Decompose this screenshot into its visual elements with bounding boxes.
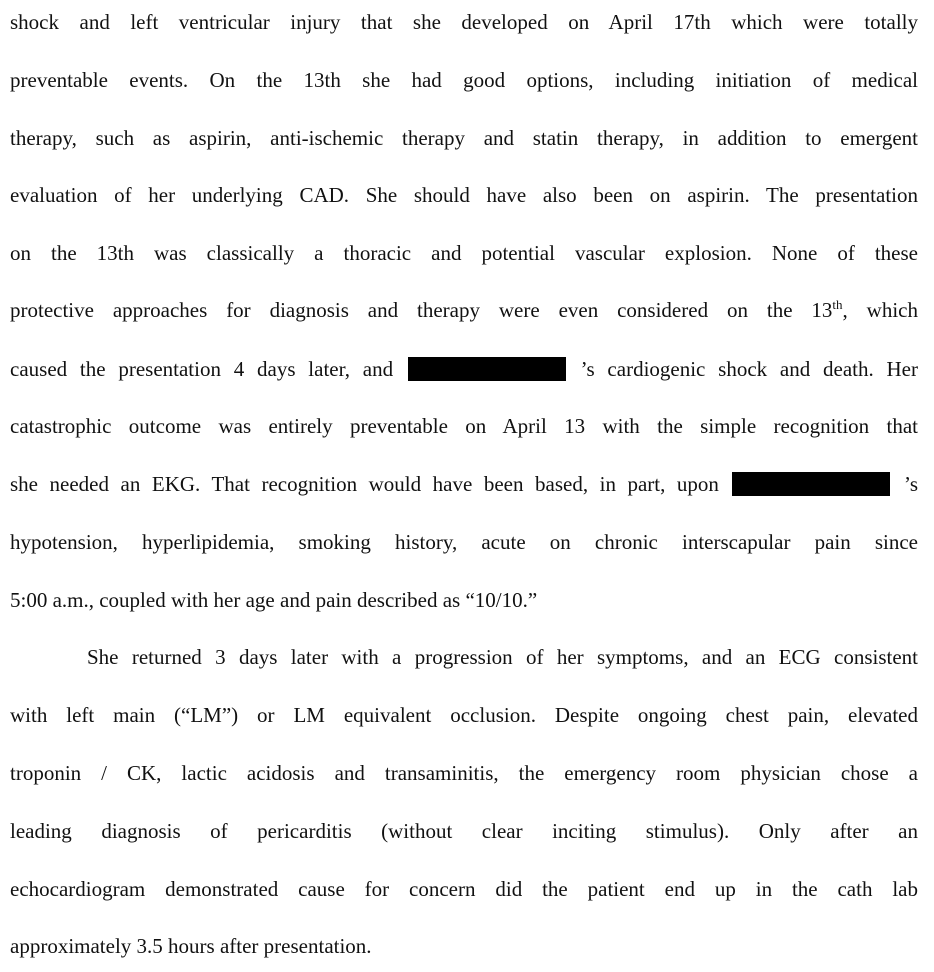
paragraph-1-line-3: therapy, such as aspirin, anti-ischemic therapy and statin therapy, in addition to emergent [10,126,918,150]
line-6-text: protective approaches for diagnosis and therapy were even considered on the 13 [10,298,833,322]
paragraph-1-line-10: hypotension, hyperlipidemia, smoking history, acute on chronic interscapular pain since [10,530,918,554]
ordinal-suffix: th [832,297,843,312]
redaction-bar [408,357,566,381]
paragraph-1-line-4: evaluation of her underlying CAD. She should have also been on aspirin. The presentation [10,183,918,207]
paragraph-2-line-3: troponin / CK, lactic acidosis and transaminitis, the emergency room physician chose a [10,761,918,785]
paragraph-1-line-11: 5:00 a.m., coupled with her age and pain described as “10/10.” [10,588,538,612]
line-7-text-end: ’s cardiogenic shock and death. Her [580,357,918,381]
paragraph-1-line-1: shock and left ventricular injury that she developed on April 17th which were totally [10,10,918,34]
paragraph-2-line-1: She returned 3 days later with a progression of her symptoms, and an ECG consistent [87,645,918,669]
paragraph-1-line-8: catastrophic outcome was entirely preventable on April 13 with the simple recognition that [10,414,918,438]
paragraph-1-line-5: on the 13th was classically a thoracic and potential vascular explosion. None of these [10,241,918,265]
line-9-text-end: ’s [904,472,919,496]
paragraph-1-line-9 [10,471,918,497]
line-9-text: she needed an EKG. That recognition would have been based, in part, upon [10,472,719,496]
paragraph-2-line-5: echocardiogram demonstrated cause for concern did the patient end up in the cath lab [10,877,918,901]
redaction-bar [732,472,890,496]
paragraph-2-line-4: leading diagnosis of pericarditis (without clear inciting stimulus). Only after an [10,819,918,843]
paragraph-2-line-2: with left main (“LM”) or LM equivalent occlusion. Despite ongoing chest pain, elevated [10,703,918,727]
paragraph-2-line-6: approximately 3.5 hours after presentation. [10,934,372,958]
line-7-text: caused the presentation 4 days later, and [10,357,394,381]
paragraph-1-line-6 [10,297,918,323]
paragraph-1-line-2: preventable events. On the 13th she had good options, including initiation of medical [10,68,918,92]
line-6-text-end: , which [842,298,918,322]
paragraph-1-line-7 [10,356,918,382]
